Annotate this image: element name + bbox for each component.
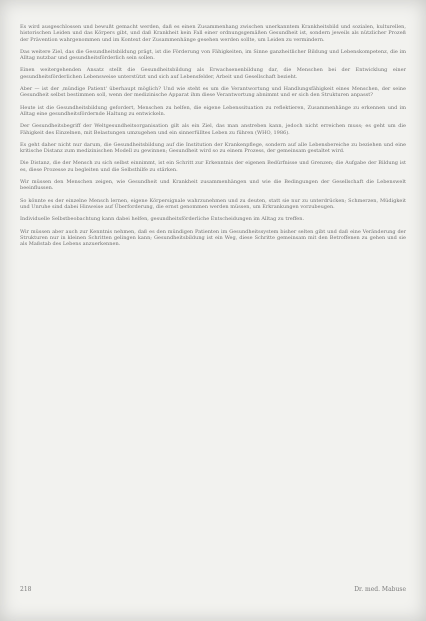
- journal-name: Dr. med. Mabuse: [354, 586, 406, 593]
- paragraph-8: Die Distanz, die der Mensch zu sich selbst einnimmt, ist ein Schritt zur Erkenntnis der eigenen Bedürfnisse und Grenzen; die Aufgabe der Bildung ist es, diese Prozesse zu begleiten und die Selbsthilfe zu stärken.: [20, 160, 406, 173]
- paragraph-10: So könnte es der einzelne Mensch lernen, eigene Körpersignale wahrzunehmen und zu deuten, statt sie nur zu unterdrücken; Schmerzen, Müdigkeit und Unruhe sind dabei Hinweise auf Überforderung, die ernst genommen werden müssen, um Erkrankungen vorzubeugen.: [20, 197, 406, 210]
- page-number: 218: [20, 586, 32, 593]
- paragraph-1: Es wird ausgeschlossen und bewußt gemacht werden, daß es einen Zusammenhang zwischen unerkanntem Krankheitsbild und sozialen, kulturellen, historischen Leiden und das Körpers gibt, und daß Krankheit kein Fall einer ordnungsgemäßen Gesundheit ist, sondern jeweils als nützlicher Prozeß der Prävention wahrgenommen und im Kontext der Zusammenhänge gesehen werden sollte, um Leiden zu vermindern.: [20, 24, 406, 43]
- paragraph-7: Es geht daher nicht nur darum, die Gesundheitsbildung auf die Institution der Krankenpflege, sondern auf alle Lebensbereiche zu beziehen und eine kritische Distanz zum medizinischen Modell zu gewinnen; Gesundheit wird so zu einem Prozess, der gemeinsam gestaltet wird.: [20, 141, 406, 155]
- page-footer: [20, 586, 406, 593]
- paragraph-9: Wir müssen den Menschen zeigen, wie Gesundheit und Krankheit zusammenhängen und wie die Bedingungen der Gesellschaft die Lebenswelt beeinflussen.: [20, 179, 406, 192]
- article-body: [20, 24, 406, 253]
- paragraph-3: Einen weitergehenden Ansatz stellt die Gesundheitsbildung als Erwachsenenbildung dar, die Menschen bei der Entwicklung einer gesundheitsförderlichen Lebensweise unterstützt und sich auf Lebensfelder, Arbeit und Gesellschaft bezieht.: [20, 67, 406, 80]
- paragraph-11: Individuelle Selbstbeobachtung kann dabei helfen, gesundheitsförderliche Entscheidungen im Alltag zu treffen.: [20, 216, 305, 223]
- paragraph-2: Das weitere Ziel, das die Gesundheitsbildung prägt, ist die Förderung von Fähigkeiten, im Sinne ganzheitlicher Bildung und Lebenskompetenz, die im Alltag nutzbar und gesundheitsförderlich sein sollen.: [20, 48, 406, 62]
- paragraph-6: Der Gesundheitsbegriff der Weltgesundheitsorganisation gilt als ein Ziel, das man anstreben kann, jedoch nicht erreichen muss; es geht um die Fähigkeit des Einzelnen, mit Belastungen umzugehen und ein sinnerfülltes Leben zu führen (WHO, 1986).: [20, 123, 406, 136]
- paragraph-12: Wir müssen aber auch zur Kenntnis nehmen, daß es den mündigen Patienten im Gesundheitssystem bisher selten gibt und daß eine Veränderung der Strukturen nur in kleinen Schritten gelingen kann; Gesundheitsbildung ist ein Weg, diese Schritte gemeinsam mit den Betroffenen zu gehen und sie als Maßstab des Lebens anzuerkennen.: [20, 228, 406, 248]
- paragraph-4: Aber — ist der ‚mündige Patient' überhaupt möglich? Und wie steht es um die Verantwortung und Handlungsfähigkeit eines Menschen, der seine Gesundheit selbst bestimmen soll, wenn der medizinische Apparat ihm diese Verantwortung abnimmt und er sich den Strukturen anpasst?: [20, 86, 406, 99]
- paragraph-5: Heute ist die Gesundheitsbildung gefordert, Menschen zu helfen, die eigene Lebenssituation zu reflektieren, Zusammenhänge zu erkennen und im Alltag eine gesundheitsfördernde Haltung zu entwickeln.: [20, 104, 406, 117]
